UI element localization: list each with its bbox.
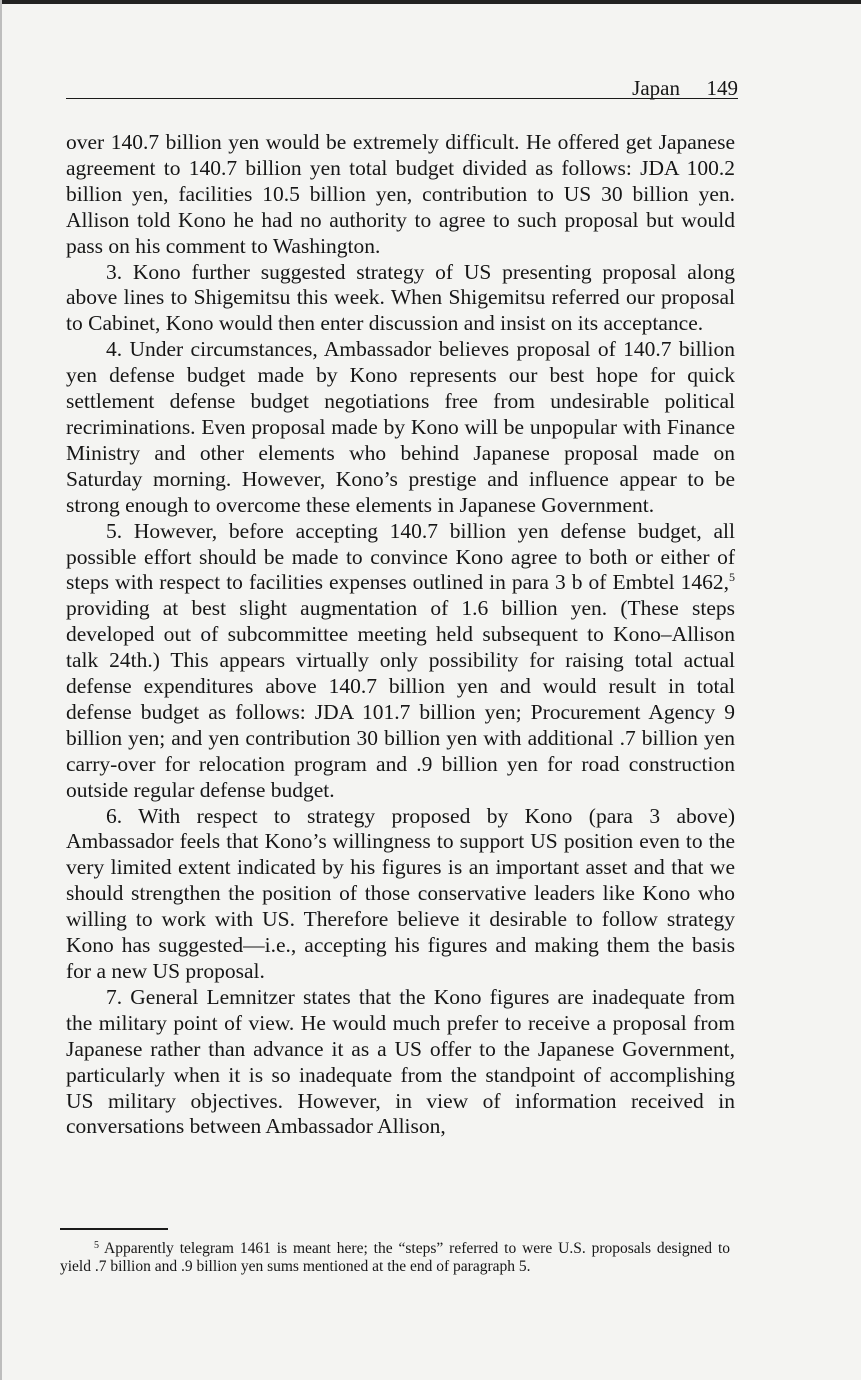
paragraph-5-after: providing at best slight augmentation of 1.6 billion yen. (These steps developed out of subcommittee meeting held subsequent to Kono–Allison talk 24th.) This appears virtually only possibility for raising total actual defense expenditures above 140.7 billion yen and would result in total defense budget as follows: JDA 101.7 billion yen; Procurement Agency 9 billion yen; and yen contribution 30 billion yen with additional .7 billion yen carry-over for relocation program and .9 billion yen for road construction outside regular defense budget. [66, 596, 735, 802]
body-text [66, 130, 735, 1140]
footnote-marker: 5 [94, 1240, 99, 1251]
footnote-ref-5: 5 [729, 570, 735, 585]
page-number: 149 [706, 76, 738, 100]
header-rule [66, 98, 738, 99]
scan-top-edge [0, 0, 861, 4]
paragraph-6: 6. With respect to strategy proposed by Kono (para 3 above) Ambassador feels that Kono’s willingness to support US position even to the very limited extent indicated by his figures is an important asset and that we should strengthen the position of those conservative leaders like Kono who willing to work with US. Therefore believe it desirable to follow strategy Kono has suggested—i.e., accepting his figures and making them the basis for a new US proposal. [66, 803, 735, 983]
paragraph-3: 3. Kono further suggested strategy of US presenting proposal along above lines to Shigemitsu this week. When Shigemitsu referred our proposal to Cabinet, Kono would then enter discussion and insist on its acceptance. [66, 259, 735, 336]
footnote-rule [60, 1228, 168, 1230]
footnote [60, 1240, 730, 1275]
paragraph-5 [66, 519, 735, 804]
paragraph-4: 4. Under circumstances, Ambassador believes proposal of 140.7 billion yen defense budget made by Kono represents our best hope for quick settlement defense budget negotiations free from undesirable political recriminations. Even proposal made by Kono will be unpopular with Finance Ministry and other elements who behind Japanese proposal made on Saturday morning. However, Kono’s prestige and influence appear to be strong enough to overcome these elements in Japanese Government. [66, 337, 735, 517]
paragraph-5-before: 5. However, before accepting 140.7 billion yen defense budget, all possible effort should be made to convince Kono agree to both or either of steps with respect to facilities expenses outlined in para 3 b of Embtel 1462, [66, 518, 735, 595]
running-head-section: Japan [632, 76, 680, 100]
paragraph-continuation: over 140.7 billion yen would be extremely difficult. He offered get Japanese agreement to 140.7 billion yen total budget divided as follows: JDA 100.2 billion yen, facilities 10.5 billion yen, contribution to US 30 billion yen. Allison told Kono he had no authority to agree to such proposal but would pass on his comment to Washington. [66, 130, 735, 258]
footnote-text: Apparently telegram 1461 is meant here; the “steps” referred to were U.S. proposals designed to yield .7 billion and .9 billion yen sums mentioned at the end of paragraph 5. [60, 1240, 730, 1275]
running-head [66, 76, 738, 100]
scan-left-edge [0, 0, 2, 1380]
paragraph-7: 7. General Lemnitzer states that the Kono figures are inadequate from the military point of view. He would much prefer to receive a proposal from Japanese rather than advance it as a US offer to the Japanese Government, particularly when it is so inadequate from the standpoint of accomplishing US military objectives. However, in view of information received in conversations between Ambassador Allison, [66, 984, 735, 1139]
